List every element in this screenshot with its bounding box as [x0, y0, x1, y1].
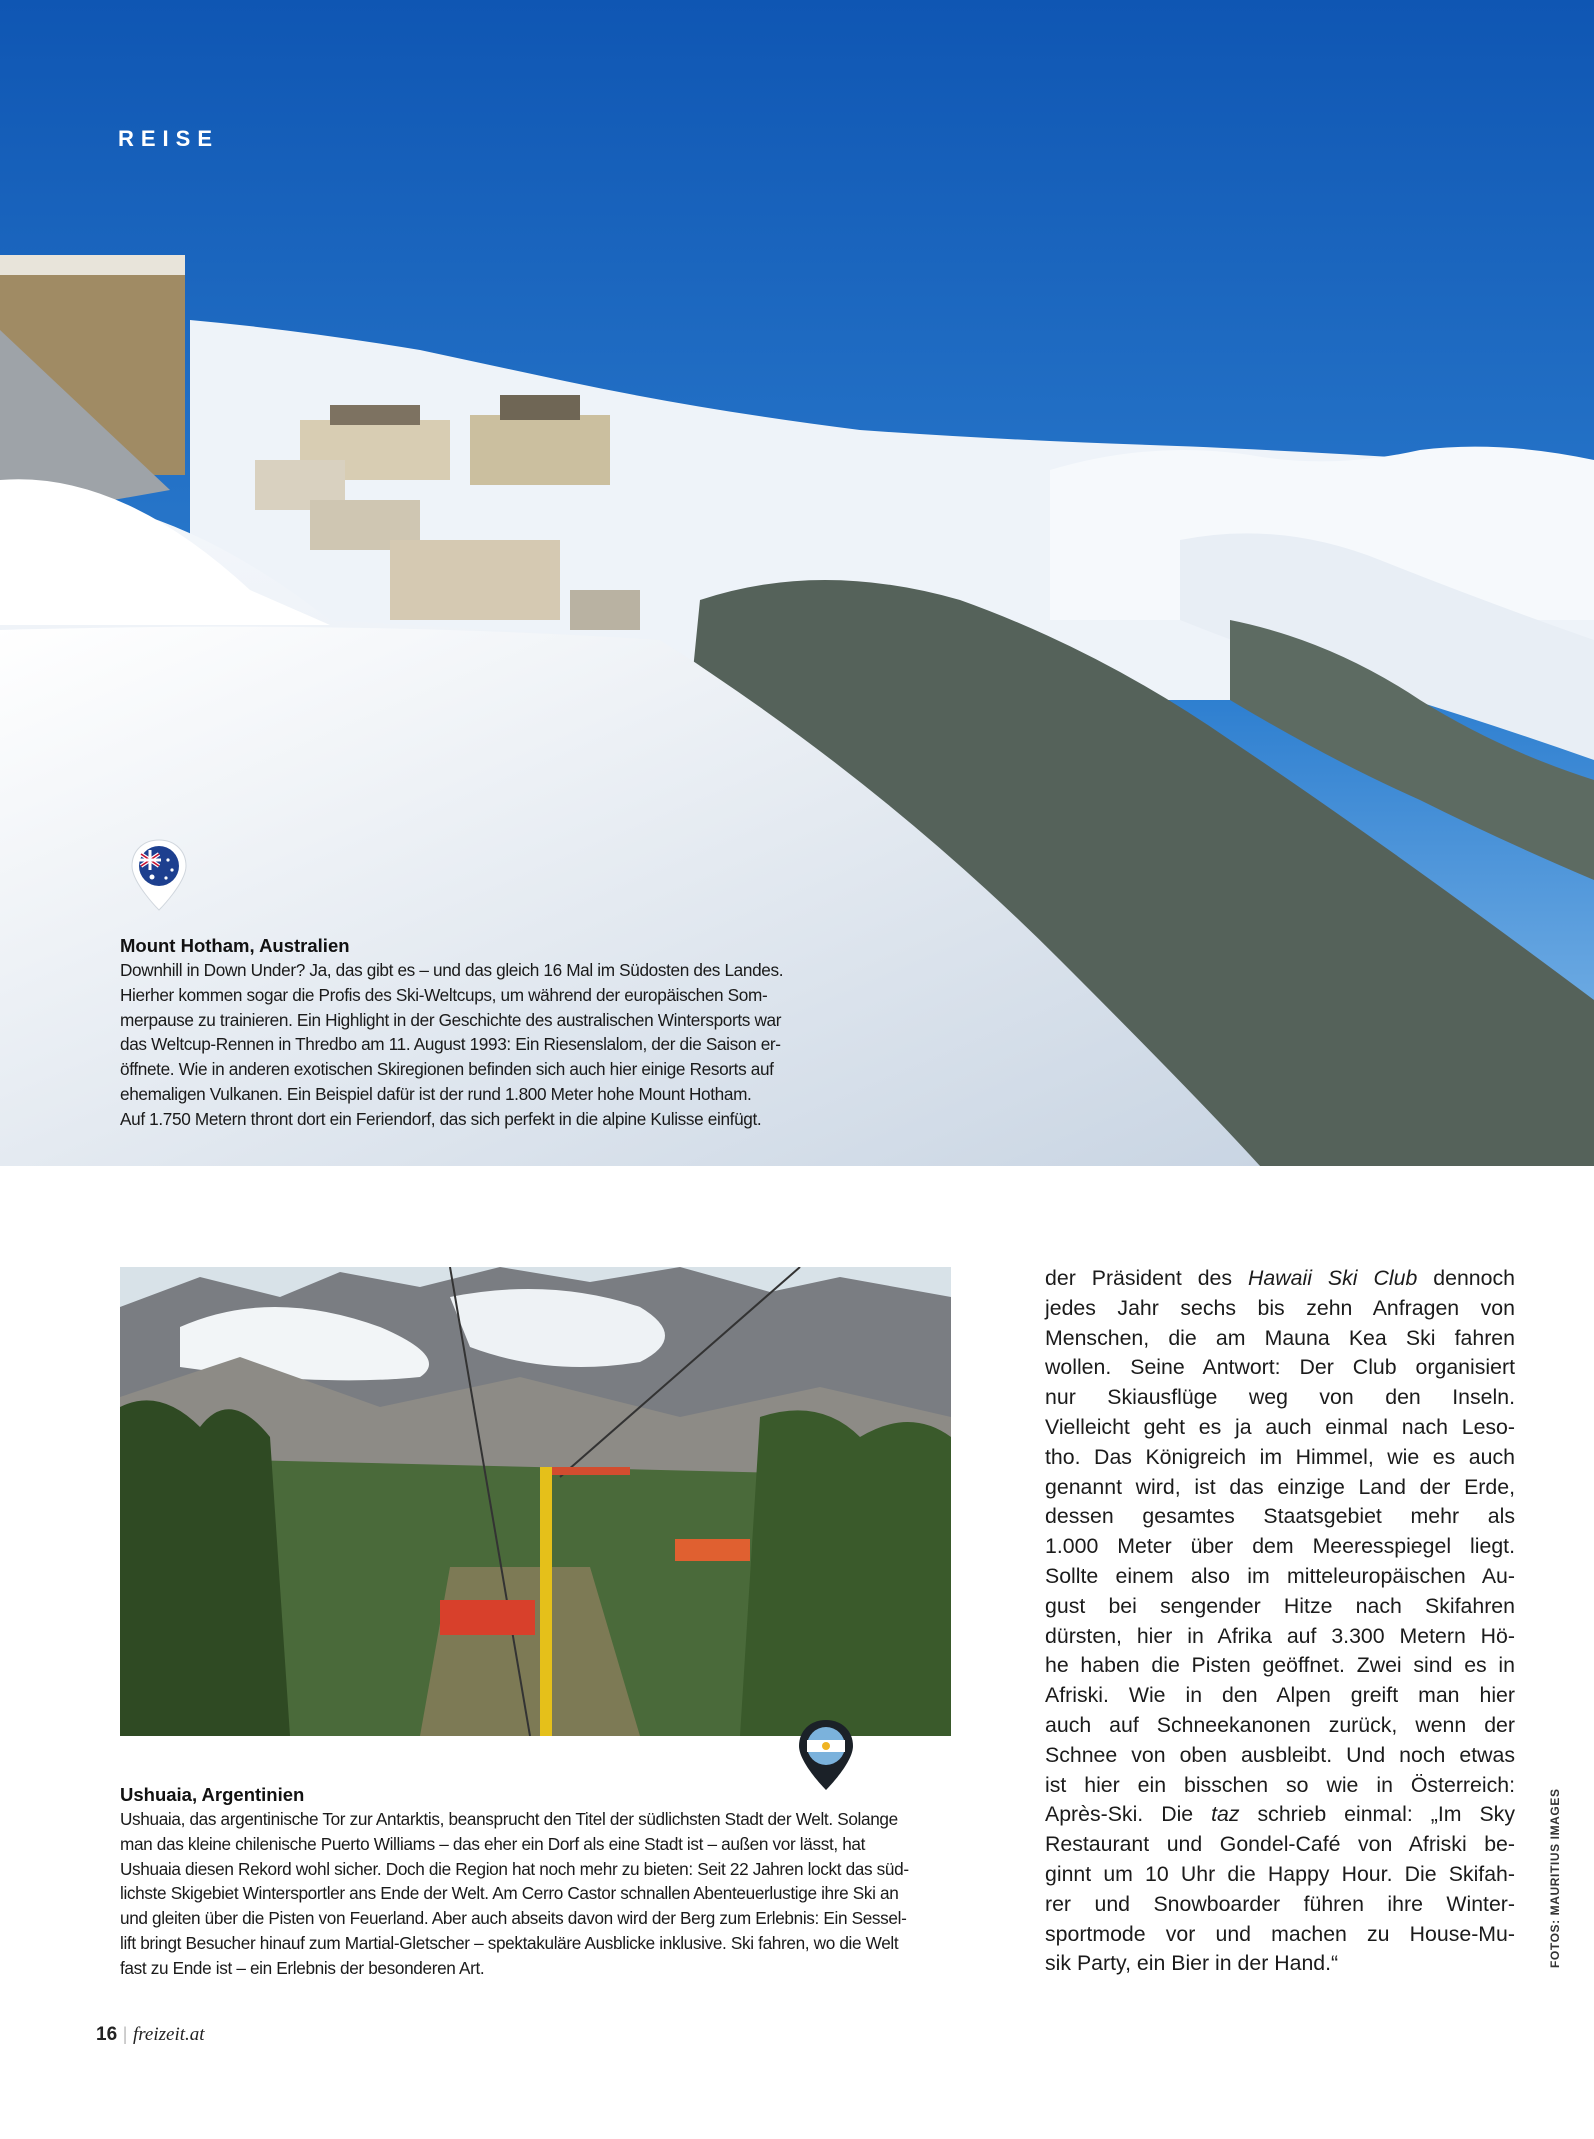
- page-footer: [96, 2024, 205, 2046]
- body-line: nur Skiausflüge weg von den Inseln.: [1045, 1385, 1515, 1410]
- ushuaia-chairlift-photo: [120, 1267, 951, 1736]
- ushuaia-caption-line: man das kleine chilenische Puerto Williams – das eher ein Dorf als eine Stadt ist – außen vor lässt, hat: [120, 1833, 866, 1854]
- chairlift-illustration: [120, 1267, 951, 1736]
- body-line: Menschen, die am Mauna Kea Ski fahren: [1045, 1325, 1515, 1350]
- body-line: sportmode vor und machen zu House-Mu-: [1045, 1921, 1515, 1946]
- hero-caption-line: ehemaligen Vulkanen. Ein Beispiel dafür ist der rund 1.800 Meter hohe Mount Hotham.: [120, 1083, 752, 1104]
- photo-credit: FOTOS: MAURITIUS IMAGES: [1548, 1788, 1562, 1968]
- body-line: wollen. Seine Antwort: Der Club organisiert: [1045, 1355, 1515, 1380]
- body-line: tho. Das Königreich im Himmel, wie es auch: [1045, 1444, 1515, 1469]
- body-line: sik Party, ein Bier in der Hand.“: [1045, 1951, 1339, 1976]
- australia-flag-pin-icon: [130, 838, 188, 912]
- article-body-column: [1045, 1264, 1515, 1979]
- body-line: Sollte einem also im mitteleuropäischen Au-: [1045, 1563, 1515, 1588]
- hero-caption-title: Mount Hotham, Australien: [120, 935, 350, 956]
- body-line: rer und Snowboarder führen ihre Winter-: [1045, 1891, 1515, 1916]
- section-label: REISE: [118, 126, 220, 151]
- body-line: dürsten, hier in Afrika auf 3.300 Metern Hö-: [1045, 1623, 1515, 1648]
- body-line: der Präsident des Hawaii Ski Club dennoch: [1045, 1266, 1515, 1290]
- body-line: auch auf Schneekanonen zurück, wenn der: [1045, 1712, 1515, 1737]
- hero-caption: [120, 934, 840, 1132]
- ushuaia-caption: [120, 1783, 960, 1981]
- hero-caption-line: das Weltcup-Rennen in Thredbo am 11. August 1993: Ein Riesenslalom, der die Saison er-: [120, 1034, 781, 1055]
- body-line: genannt wird, ist das einzige Land der Erde,: [1045, 1474, 1515, 1499]
- hero-caption-line: Downhill in Down Under? Ja, das gibt es – und das gleich 16 Mal im Südosten des Landes.: [120, 960, 784, 980]
- publication-name: freizeit.at: [132, 2024, 205, 2045]
- body-line: Schnee von oben ausbleibt. Und noch etwas: [1045, 1742, 1515, 1767]
- ushuaia-caption-line: lichste Skigebiet Wintersportler ans Ende der Welt. Am Cerro Castor schnallen Abenteuerlustige ihre Ski an: [120, 1883, 899, 1904]
- hero-caption-line: Hierher kommen sogar die Profis des Ski-Weltcups, um während der europäischen Som-: [120, 984, 768, 1005]
- hero-caption-text: [120, 958, 840, 1132]
- ushuaia-caption-line: lift bringt Besucher hinauf zum Martial-Gletscher – spektakuläre Ausblicke inklusive. Ski fahren, wo die Welt: [120, 1932, 899, 1953]
- ushuaia-caption-line: und gleiten über die Pisten von Feuerland. Aber auch abseits davon wird der Berg zum Erlebnis: Ein Sessel-: [120, 1908, 907, 1929]
- body-line: dessen gesamtes Staatsgebiet mehr als: [1045, 1504, 1515, 1529]
- body-line: ginnt um 10 Uhr die Happy Hour. Die Skifah-: [1045, 1861, 1515, 1886]
- hero-caption-line: merpause zu trainieren. Ein Highlight in der Geschichte des australischen Wintersports war: [120, 1009, 782, 1030]
- page-number: 16: [96, 2024, 118, 2045]
- body-line: Après-Ski. Die taz schrieb einmal: „Im Sky: [1045, 1802, 1515, 1827]
- ushuaia-caption-line: Ushuaia, das argentinische Tor zur Antarktis, beansprucht den Titel der südlichsten Stadt der Welt. Solange: [120, 1809, 898, 1829]
- body-line: ist hier ein bisschen so wie in Österreich:: [1045, 1772, 1515, 1797]
- body-line: 1.000 Meter über dem Meeresspiegel liegt.: [1045, 1534, 1515, 1559]
- hero-caption-line: öffnete. Wie in anderen exotischen Skiregionen befinden sich auch hier einige Resorts auf: [120, 1059, 774, 1080]
- ushuaia-caption-line: Ushuaia diesen Rekord wohl sicher. Doch die Region hat noch mehr zu bieten: Seit 22 Jahren lockt das süd-: [120, 1858, 909, 1879]
- body-line: Afriski. Wie in den Alpen greift man hier: [1045, 1683, 1515, 1708]
- hero-caption-line: Auf 1.750 Metern thront dort ein Feriendorf, das sich perfekt in die alpine Kulisse einfügt.: [120, 1108, 762, 1129]
- body-line: Restaurant und Gondel-Café von Afriski be-: [1045, 1832, 1515, 1857]
- ushuaia-caption-title: Ushuaia, Argentinien: [120, 1784, 305, 1805]
- argentina-flag-pin-icon: [797, 1718, 855, 1792]
- body-line: gust bei sengender Hitze nach Skifahren: [1045, 1593, 1515, 1618]
- body-line: Vielleicht geht es ja auch einmal nach Leso-: [1045, 1414, 1515, 1439]
- footer-separator: |: [123, 2024, 127, 2045]
- body-line: he haben die Pisten geöffnet. Zwei sind es in: [1045, 1653, 1515, 1678]
- body-line: jedes Jahr sechs bis zehn Anfragen von: [1045, 1295, 1515, 1320]
- ushuaia-caption-text: [120, 1807, 960, 1981]
- ushuaia-caption-line: fast zu Ende ist – ein Erlebnis der besonderen Art.: [120, 1957, 485, 1978]
